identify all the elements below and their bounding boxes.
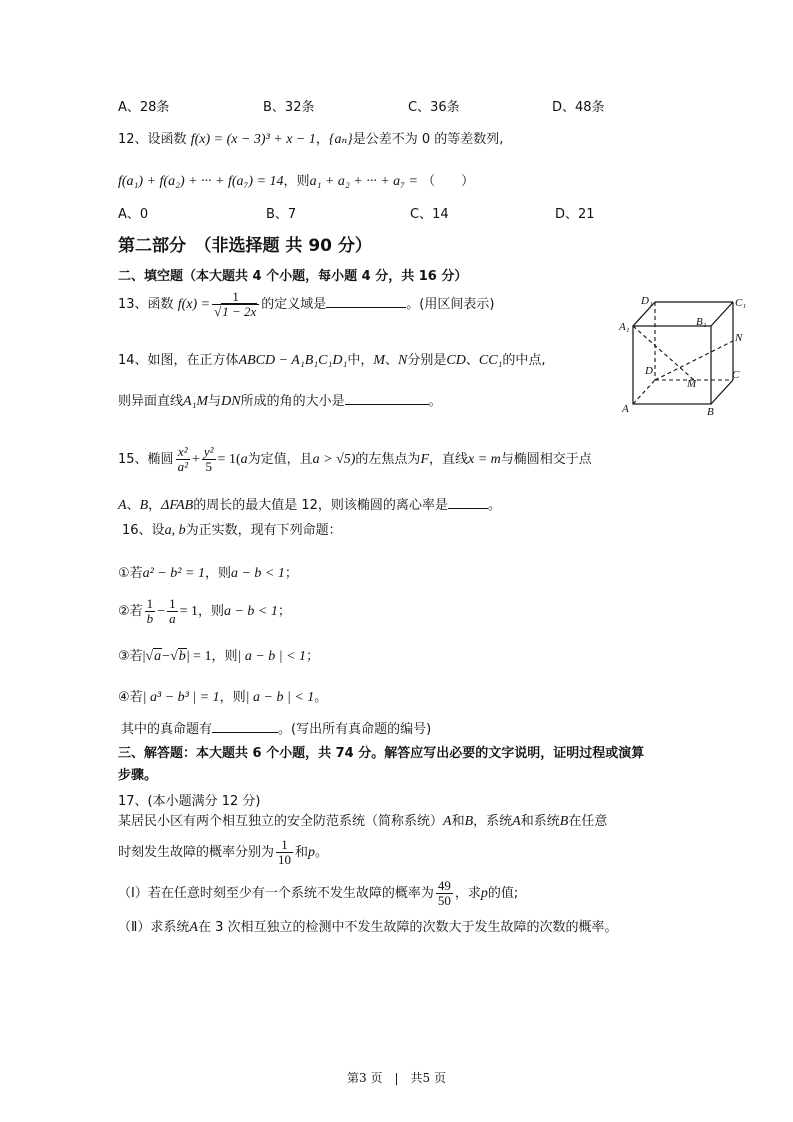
q17-l2-den: 10 — [278, 852, 292, 867]
q16-p3-d: ； — [306, 649, 320, 664]
q15-number: 15、 — [118, 452, 148, 467]
q12-sep: ， — [315, 132, 329, 147]
cube-figure — [615, 290, 750, 420]
q16-line — [122, 519, 342, 539]
q16-p1-d: ； — [284, 566, 298, 581]
q14-sep2: 、 — [465, 353, 479, 368]
q17-s1-frac — [436, 879, 453, 908]
q17-s1-den: 50 — [437, 893, 451, 908]
label-m: M — [687, 378, 697, 390]
q14-number: 14、 — [118, 353, 148, 368]
q16-p3-m2: − — [162, 649, 171, 664]
q11-option-c: C、36条 — [408, 100, 460, 115]
q17-s1-b: ，求 — [454, 886, 481, 901]
q17-note: (本小题满分 12 分) — [147, 794, 261, 809]
q13-text-a: 函数 — [147, 297, 174, 312]
label-c: C — [732, 369, 740, 381]
q12-sum: a₁ + a₂ + ··· + a₇ = — [309, 174, 418, 189]
q14-n: N — [398, 353, 408, 368]
segment-dn — [655, 341, 733, 380]
q14-dn: DN — [221, 394, 241, 409]
q17-l1-A2: A — [512, 814, 521, 829]
q16-p3-b: ，则 — [211, 649, 238, 664]
q16-p3-m3: | = 1 — [186, 649, 212, 664]
q14-sep: 、 — [385, 353, 399, 368]
q15-text-b: 为定值，且 — [247, 452, 313, 467]
q13-den-wrap: √1 − 2x — [214, 304, 257, 319]
q16-p4-d: 。 — [314, 690, 328, 705]
q16-tail-b: 。(写出所有真命题的编号) — [278, 722, 432, 737]
q15-frac-x — [176, 445, 190, 474]
q17-l2-num: 1 — [276, 838, 293, 853]
q16-p1-b: ，则 — [204, 566, 231, 581]
q13-text-c: 。(用区间表示) — [406, 297, 495, 312]
q12-option-c: C、14 — [410, 207, 449, 222]
q17-l2-a: 时刻发生故障的概率分别为 — [118, 845, 275, 860]
q11-option-a: A、28条 — [118, 100, 170, 115]
q13-line — [118, 290, 494, 319]
q12-cond: f(a₁) + f(a₂) + ··· + f(a₇) = 14 — [118, 174, 284, 189]
q16-p4-b: ，则 — [219, 690, 246, 705]
q12-seq: {aₙ} — [328, 132, 353, 147]
q15-line2 — [118, 494, 501, 514]
q12-option-a: A、0 — [118, 207, 149, 222]
q13-number: 13、 — [118, 297, 148, 312]
q15-f: F — [420, 452, 429, 467]
q17-number: 17、 — [118, 794, 148, 809]
q12-line2 — [118, 170, 474, 190]
fill-header: 二、填空题（本大题共 4 个小题，每小题 4 分，共 16 分） — [118, 269, 468, 284]
q15-a: a — [240, 452, 248, 467]
q15-line: x = m — [468, 452, 501, 467]
q17-s2-a: （Ⅱ）求系统 — [118, 920, 190, 935]
q17-sub2 — [118, 916, 618, 936]
q17-s2-A: A — [189, 920, 198, 935]
q14-line2 — [118, 390, 442, 410]
q16-p2-n2: 1 — [169, 596, 176, 611]
q14-answer-blank[interactable] — [345, 390, 429, 405]
q16-text-a: 设 — [151, 523, 165, 538]
label-n: N — [735, 332, 743, 344]
q16-p2-n1: 1 — [146, 596, 154, 611]
solve-header-line2: 步骤。 — [118, 768, 158, 783]
label-d: D — [645, 365, 653, 377]
q16-prop-2 — [118, 597, 291, 626]
q16-p1-m: a² − b² = 1 — [142, 566, 205, 581]
q17-s1-p: p — [480, 886, 488, 901]
q16-answer-blank[interactable] — [212, 718, 278, 733]
q14-line1 — [118, 349, 546, 369]
cube-hidden-ad — [633, 380, 655, 404]
q17-l1-B: B — [464, 814, 474, 829]
q17-line1 — [118, 810, 607, 830]
q15-y2: y² — [203, 444, 214, 459]
q17-l1-a: 某居民小区有两个相互独立的安全防范系统（简称系统） — [118, 814, 444, 829]
q13-num: 1 — [212, 290, 259, 305]
q16-prop-4 — [118, 686, 327, 706]
q16-p3-c: | a − b | < 1 — [237, 649, 307, 664]
q15-line2-f: 。 — [487, 498, 501, 513]
q12-option-b: B、7 — [266, 207, 297, 222]
q16-p3-s1: a — [154, 649, 162, 664]
q12-option-d: D、21 — [555, 207, 595, 222]
q15-answer-blank[interactable] — [448, 494, 488, 509]
q12-text-b: 是公差不为 0 的等差数列, — [352, 132, 504, 147]
q12-line1 — [118, 128, 503, 148]
q17-l1-b: 和 — [451, 814, 465, 829]
q17-l1-c: ，系统 — [473, 814, 513, 829]
q16-tail — [121, 718, 431, 737]
page-footer: 第3 页 | 共5 页 — [347, 1071, 446, 1085]
q16-p2-d2: a — [169, 611, 176, 626]
q15-line2-e: 的周长的最大值是 12，则该椭圆的离心率是 — [193, 498, 448, 513]
q16-p1-a: ①若 — [118, 566, 143, 581]
q15-line2-d: ， — [148, 498, 162, 513]
q16-p1-c: a − b < 1 — [230, 566, 285, 581]
q16-prop-1 — [118, 562, 298, 582]
q13-lhs: f(x) = — [177, 297, 211, 312]
label-b1: B₁ — [696, 316, 707, 328]
part2-title: 第二部分 （非选择题 共 90 分） — [118, 236, 372, 256]
q12-text-a: 设函数 — [147, 132, 187, 147]
q14-cube: ABCD − A₁B₁C₁D₁ — [238, 353, 348, 368]
q15-line2-b: 、 — [126, 498, 140, 513]
q17-l1-e: 在任意 — [568, 814, 608, 829]
q17-l2-p: p — [308, 845, 316, 860]
q15-pb: B — [139, 498, 149, 513]
q16-p2-b: ，则 — [197, 604, 224, 619]
q15-a2: a² — [177, 459, 188, 474]
q14-line2-d: 。 — [428, 394, 442, 409]
q17-s1-num: 49 — [437, 878, 451, 893]
q17-s1-c: 的值; — [487, 886, 519, 901]
q16-tail-a: 其中的真命题有 — [121, 722, 213, 737]
q17-s2-b: 在 3 次相互独立的检测中不发生故障的次数大于发生故障的次数的概率。 — [197, 920, 618, 935]
q17-l1-d: 和系统 — [520, 814, 560, 829]
q15-eq: = 1( — [217, 452, 241, 467]
q12-func: f(x) = (x − 3)³ + x − 1 — [190, 132, 316, 147]
label-d1: D₁ — [641, 295, 653, 307]
q12-text-c: ，则 — [283, 174, 310, 189]
q14-a1m: A₁M — [183, 394, 209, 409]
q16-p2-frac2 — [167, 597, 178, 626]
q17-sub1 — [118, 879, 518, 908]
q15-text-e: 与椭圆相交于点 — [500, 452, 592, 467]
q16-p2-a: ②若 — [118, 604, 143, 619]
q16-p4-a: ④若 — [118, 690, 143, 705]
label-a: A — [622, 403, 629, 415]
q14-cd: CD — [446, 353, 466, 368]
q13-den: 1 − 2x — [222, 304, 257, 319]
q16-p3-s2: b — [178, 649, 186, 664]
q14-line2-a: 则异面直线 — [118, 394, 184, 409]
q16-text-b: 为正实数，现有下列命题： — [185, 523, 342, 538]
q17-l2-c: 。 — [315, 845, 329, 860]
q15-tri: ΔFAB — [161, 498, 194, 513]
q15-text-c: 的左焦点为 — [355, 452, 421, 467]
cube-edge-bc — [711, 380, 733, 404]
q13-text-b: 的定义域是 — [261, 297, 327, 312]
cube-edge-b1c1 — [711, 302, 733, 326]
q15-text-a: 椭圆 — [147, 452, 174, 467]
segment-a1m — [633, 326, 694, 380]
q15-x2: x² — [176, 445, 190, 460]
q16-p3-m1: | — [142, 649, 146, 664]
q17-heading — [118, 790, 261, 809]
q16-number: 16、 — [122, 523, 152, 538]
q13-answer-blank[interactable] — [326, 293, 406, 308]
q16-p4-m: | a³ − b³ | = 1 — [142, 690, 220, 705]
q14-text-d: 的中点, — [502, 353, 546, 368]
q16-p2-d: ； — [277, 604, 291, 619]
q12-paren: （ ） — [422, 174, 475, 189]
q14-line2-c: 所成的角的大小是 — [240, 394, 345, 409]
q15-pa: A — [118, 498, 127, 513]
q15-line1: 15、椭圆 $\frac{\text{x²}}{\text{a²}}$ + $\frac{\text{y²}}{5}$ = 1(a为定值，且a > √5)的左焦点为F，直线x = m与椭圆相交于点 — [118, 444, 592, 474]
q16-p4-c: | a − b | < 1 — [245, 690, 315, 705]
q17-s1-a: （Ⅰ）若在任意时刻至少有一个系统不发生故障的概率为 — [118, 886, 434, 901]
q14-text-b: 中， — [347, 353, 374, 368]
q14-text-a: 如图，在正方体 — [147, 353, 239, 368]
q13-fraction — [212, 290, 259, 319]
label-b: B — [707, 406, 714, 418]
solve-header-line1: 三、解答题：本大题共 6 个小题，共 74 分。解答应写出必要的文字说明，证明过程或演算 — [118, 746, 645, 761]
q16-p2-eq: = 1 — [179, 604, 198, 619]
q14-text-c: 分别是 — [407, 353, 447, 368]
label-c1: C₁ — [735, 297, 747, 309]
q14-cc1: CC₁ — [478, 353, 503, 368]
q15-five: 5 — [205, 459, 212, 474]
q17-l2-b: 和 — [295, 845, 309, 860]
q17-l1-B2: B — [559, 814, 569, 829]
q17-l1-A: A — [443, 814, 452, 829]
q15-text-d: ，直线 — [429, 452, 469, 467]
q16-ab: a, b — [164, 523, 186, 538]
q16-p2-d1: b — [146, 611, 154, 626]
q16-p2-c: a − b < 1 — [223, 604, 278, 619]
q15-frac-y — [202, 445, 216, 474]
q14-line2-b: 与 — [208, 394, 222, 409]
q11-option-b: B、32条 — [263, 100, 315, 115]
label-a1: A₁ — [619, 321, 630, 333]
q16-p3-a: ③若 — [118, 649, 143, 664]
q16-prop-3: ③若|√a−√b| = 1，则| a − b | < 1； — [118, 649, 320, 664]
q16-p2-frac1 — [145, 597, 156, 626]
q15-cond: a > √5) — [312, 452, 356, 467]
q11-option-d: D、48条 — [552, 100, 605, 115]
q12-number: 12、 — [118, 132, 148, 147]
q17-line2 — [118, 838, 328, 867]
q16-p2-minus: − — [157, 604, 166, 619]
q17-l2-frac — [276, 838, 293, 867]
q14-m: M — [373, 353, 386, 368]
